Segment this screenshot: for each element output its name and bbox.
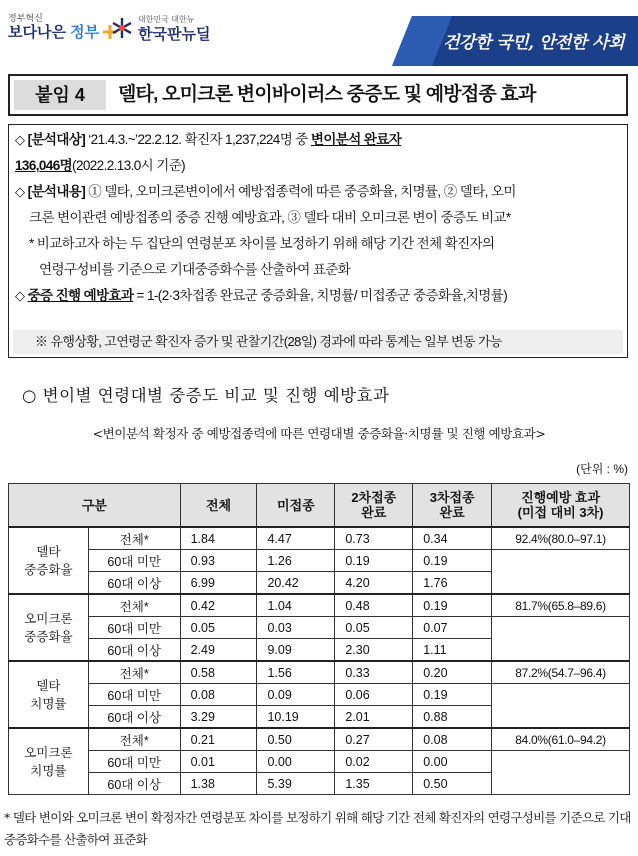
effect-formula: = 1-(2·3차접종 완료군 중증화율, 치명률/ 미접종군 중증화율,치명률) <box>133 288 508 303</box>
cell-effect: 87.2%(54.7–96.4) <box>492 661 630 684</box>
cell-unvaccinated: 0.09 <box>257 684 335 706</box>
col-dose2: 2차접종 완료 <box>335 484 413 528</box>
cell-dose2: 2.30 <box>335 639 413 662</box>
cell-effect-empty <box>492 684 630 729</box>
unit-label: (단위 : %) <box>576 462 628 476</box>
slogan-banner <box>392 16 638 66</box>
target-label: [분석대상] <box>27 132 86 147</box>
cell-dose3: 0.20 <box>413 661 492 684</box>
row-label: 60대 미만 <box>88 751 180 773</box>
row-label: 전체* <box>88 527 180 550</box>
col-total: 전체 <box>180 484 257 528</box>
cell-total: 0.93 <box>180 550 257 572</box>
row-label: 60대 미만 <box>88 617 180 639</box>
table-header-row <box>9 484 630 528</box>
group-label: 델타 중증화율 <box>9 527 89 594</box>
col-dose3: 3차접종 완료 <box>413 484 492 528</box>
cell-dose2: 0.19 <box>335 550 413 572</box>
cell-dose3: 0.34 <box>413 527 492 550</box>
diamond-bullet: ◇ <box>15 185 25 200</box>
cell-effect-empty <box>492 550 630 595</box>
cell-effect-empty <box>492 751 630 795</box>
cell-unvaccinated: 10.19 <box>257 706 335 729</box>
col-unvaccinated: 미접종 <box>257 484 335 528</box>
footnote: * 델타 변이와 오미크론 변이 확정자간 연령분포 차이를 보정하기 위해 해당 기간 전체 확진자의 연령구성비를 기준으로 기대중증화수를 산출하여 표준화 <box>4 810 631 847</box>
attachment-tag: 붙임 4 <box>14 80 106 110</box>
cell-dose2: 1.35 <box>335 773 413 795</box>
new-deal-small: 대한민국 대한뉴 <box>138 15 195 24</box>
cell-total: 3.29 <box>180 706 257 729</box>
cell-dose3: 0.19 <box>413 550 492 572</box>
table-row <box>9 594 630 617</box>
page-header <box>0 0 638 68</box>
cell-dose3: 0.19 <box>413 594 492 617</box>
cell-unvaccinated: 1.26 <box>257 550 335 572</box>
cell-effect-empty <box>492 617 630 662</box>
cell-dose2: 0.06 <box>335 684 413 706</box>
cell-unvaccinated: 1.04 <box>257 594 335 617</box>
cell-total: 0.21 <box>180 728 257 751</box>
asterisk-line-2: 연령구성비를 기준으로 기대중증화수를 산출하여 표준화 <box>39 262 351 277</box>
slogan-text: 건강한 국민, 안전한 사회 <box>443 33 624 53</box>
new-deal-mark-icon <box>110 16 134 40</box>
cell-dose3: 0.50 <box>413 773 492 795</box>
analysis-info-box <box>8 124 628 358</box>
severity-table <box>8 483 630 795</box>
target-line-1 <box>15 127 621 154</box>
cell-unvaccinated: 4.47 <box>257 527 335 550</box>
cell-dose3: 1.76 <box>413 572 492 595</box>
table-row <box>9 751 630 773</box>
cell-dose2: 0.27 <box>335 728 413 751</box>
attachment-title-bar <box>8 74 628 116</box>
cell-total: 0.42 <box>180 594 257 617</box>
new-deal-big: 한국판뉴딜 <box>138 26 211 43</box>
cell-dose3: 1.11 <box>413 639 492 662</box>
row-label: 60대 이상 <box>88 639 180 662</box>
row-label: 60대 이상 <box>88 706 180 729</box>
cell-effect: 84.0%(61.0–94.2) <box>492 728 630 751</box>
section-heading: ○ 변이별 연령대별 중증도 비교 및 진행 예방효과 <box>22 386 390 405</box>
row-label: 60대 이상 <box>88 773 180 795</box>
group-label: 오미크론 치명률 <box>9 728 89 795</box>
cell-unvaccinated: 0.00 <box>257 751 335 773</box>
variation-note: ※ 유행상황, 고연령군 확진자 증가 및 관찰기간(28일) 경과에 따라 통계는 일부 변동 가능 <box>13 330 623 354</box>
col-effect: 진행예방 효과 (미접 대비 3차) <box>492 484 630 528</box>
cell-total: 1.38 <box>180 773 257 795</box>
table-row <box>9 617 630 639</box>
target-line-2 <box>15 153 621 179</box>
effect-label: 중증 진행 예방효과 <box>27 288 134 303</box>
cell-total: 0.08 <box>180 684 257 706</box>
cell-dose3: 0.08 <box>413 728 492 751</box>
cell-dose3: 0.07 <box>413 617 492 639</box>
table-row <box>9 527 630 550</box>
cell-total: 0.01 <box>180 751 257 773</box>
diamond-bullet: ◇ <box>15 289 25 304</box>
row-label: 전체* <box>88 661 180 684</box>
content-line-1 <box>15 179 621 206</box>
cell-dose3: 0.00 <box>413 751 492 773</box>
target-date: (2022.2.13.0시 기준) <box>72 158 186 173</box>
table-row <box>9 728 630 751</box>
cell-total: 2.49 <box>180 639 257 662</box>
cell-unvaccinated: 0.03 <box>257 617 335 639</box>
content-line-2: 크론 변이관련 예방접종의 중증 진행 예방효과, ③ 델타 대비 오미크론 변이 중증도 비교* <box>29 210 511 225</box>
asterisk-line-1: * 비교하고자 하는 두 집단의 연령분포 차이를 보정하기 위해 해당 기간 전체 확진자의 <box>29 236 495 251</box>
group-label: 오미크론 중증화율 <box>9 594 89 661</box>
gov-innovation-big-b: 정부 <box>70 24 100 41</box>
row-label: 60대 미만 <box>88 550 180 572</box>
gov-innovation-logo <box>8 14 117 40</box>
cell-effect: 92.4%(80.0–97.1) <box>492 527 630 550</box>
cell-unvaccinated: 1.56 <box>257 661 335 684</box>
diamond-bullet: ◇ <box>15 133 25 148</box>
cell-dose2: 0.05 <box>335 617 413 639</box>
table-body <box>9 527 630 795</box>
cell-dose2: 2.01 <box>335 706 413 729</box>
cell-total: 1.84 <box>180 527 257 550</box>
cell-unvaccinated: 5.39 <box>257 773 335 795</box>
target-text: ‘21.4.3.~’22.2.12. 확진자 1,237,224명 중 <box>85 132 311 147</box>
gov-innovation-small: 정부혁신 <box>8 13 43 23</box>
row-label: 60대 이상 <box>88 572 180 595</box>
cell-total: 0.58 <box>180 661 257 684</box>
row-label: 전체* <box>88 594 180 617</box>
cell-unvaccinated: 9.09 <box>257 639 335 662</box>
row-label: 전체* <box>88 728 180 751</box>
effect-line <box>15 283 621 310</box>
gov-innovation-big-a: 보다나은 <box>8 24 71 41</box>
table-caption: <변이분석 확정자 중 예방접종력에 따른 연령대별 중증화율·치명률 및 진행 예방효과> <box>92 426 546 441</box>
cell-total: 0.05 <box>180 617 257 639</box>
table-row <box>9 684 630 706</box>
row-label: 60대 미만 <box>88 684 180 706</box>
cell-dose2: 0.48 <box>335 594 413 617</box>
table-row <box>9 550 630 572</box>
table-row <box>9 661 630 684</box>
group-label: 델타 치명률 <box>9 661 89 728</box>
cell-effect: 81.7%(65.8–89.6) <box>492 594 630 617</box>
cell-unvaccinated: 0.50 <box>257 728 335 751</box>
cell-total: 6.99 <box>180 572 257 595</box>
target-bold: 변이분석 완료자 <box>310 132 402 147</box>
col-category: 구분 <box>9 484 181 528</box>
cell-dose2: 0.33 <box>335 661 413 684</box>
cell-unvaccinated: 20.42 <box>257 572 335 595</box>
cell-dose3: 0.88 <box>413 706 492 729</box>
cell-dose2: 4.20 <box>335 572 413 595</box>
cell-dose2: 0.73 <box>335 527 413 550</box>
cell-dose2: 0.02 <box>335 751 413 773</box>
page-title: 델타, 오미크론 변이바이러스 중증도 및 예방접종 효과 <box>118 84 536 105</box>
cell-dose3: 0.19 <box>413 684 492 706</box>
content-text-1: ① 델타, 오미크론변이에서 예방접종력에 따른 중증화율, 치명률, ② 델타, 오미 <box>85 184 516 199</box>
target-count: 136,046명 <box>15 158 73 173</box>
content-label: [분석내용] <box>27 184 86 199</box>
